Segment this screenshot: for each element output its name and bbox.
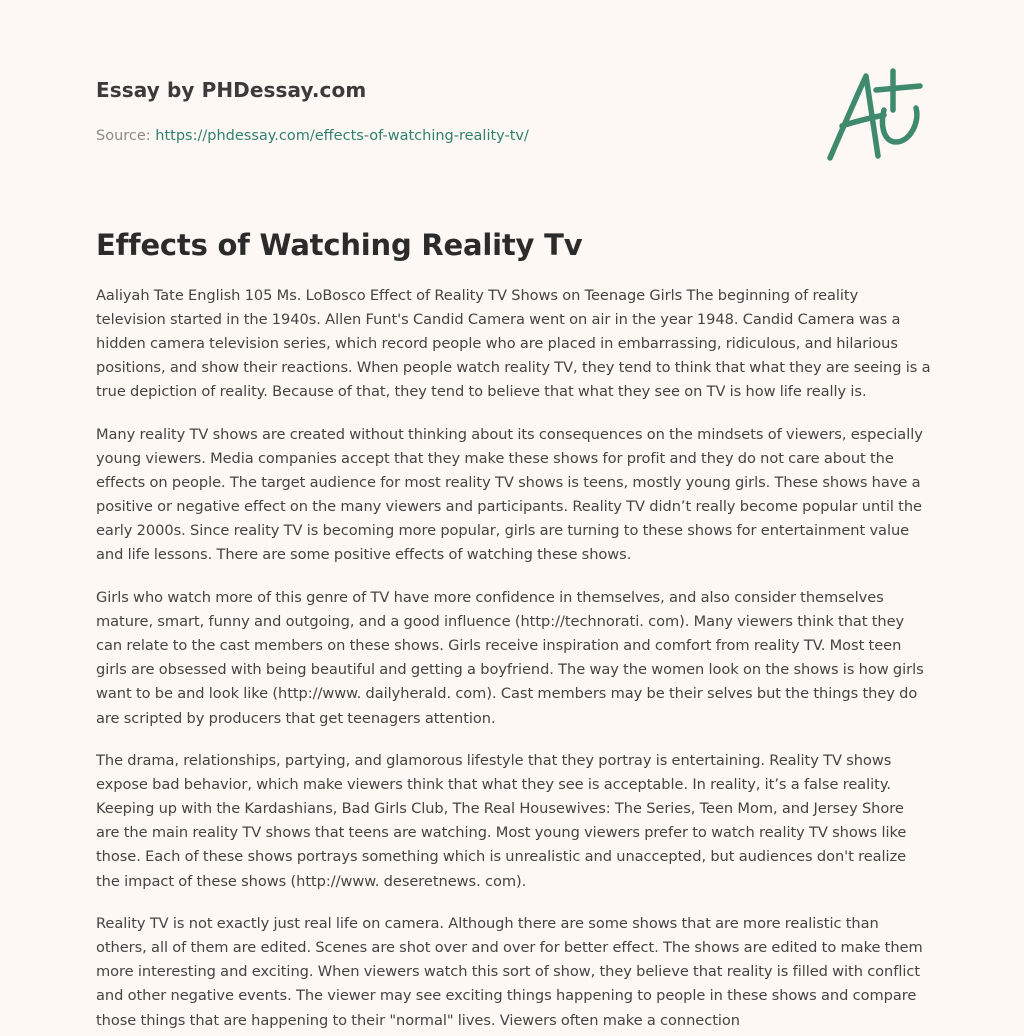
essay-paragraph: Girls who watch more of this genre of TV have more confidence in themselves, and also consider themselves mature, smart, funny and outgoing, and a good influence (http://technorati. com). Many viewers think that they can relate to the cast members on these shows. Girls receive inspiration and comfort from reality TV. Most teen girls are obsessed with being beautiful and getting a boyfriend. The way the women look on the shows is how girls want to be and look like (http://www. dailyherald. com). Cast members may be their selves but the things they do are scripted by producers that get teenagers attention. [96, 589, 924, 727]
site-brand: Essay by PHDessay.com [96, 78, 367, 102]
essay-paragraph: Many reality TV shows are created without thinking about its consequences on the mindsets of viewers, especially young viewers. Media companies accept that they make these shows for profit and they do not care about the effects on people. The target audience for most reality TV shows is teens, mostly young girls. These shows have a positive or negative effect on the many viewers and participants. Reality TV didn’t really become popular until the early 2000s. Since reality TV is becoming more popular, girls are turning to these shows for entertainment value and life lessons. There are some positive effects of watching these shows. [96, 425, 923, 564]
essay-title: Effects of Watching Reality Tv [96, 228, 583, 262]
essay-body [96, 284, 931, 1036]
essay-paragraph: Aaliyah Tate English 105 Ms. LoBosco Effect of Reality TV Shows on Teenage Girls The beginning of reality television started in the 1940s. Allen Funt's Candid Camera went on air in the year 1948. Candid Camera was a hidden camera television series, which record people who are placed in embarrassing, ridiculous, and hilarious positions, and show their reactions. When people watch reality TV, they tend to think that what they are seeing is a true depiction of reality. Because of that, they tend to believe that what they see on TV is how life really is. [96, 287, 931, 401]
a-plus-logo-icon [820, 68, 930, 168]
source-line [96, 126, 796, 146]
page-header [96, 72, 796, 146]
source-label: Source: [96, 128, 151, 144]
essay-paragraph: Reality TV is not exactly just real life on camera. Although there are some shows that are more realistic than others, all of them are edited. Scenes are shot over and over for better effect. The shows are edited to make them more interesting and exciting. When viewers watch this sort of show, they believe that reality is filled with conflict and other negative events. The viewer may see exciting things happening to people in these shows and compare those things that are happening to their "normal" lives. Viewers often make a connection [96, 915, 923, 1029]
source-link[interactable]: https://phdessay.com/effects-of-watching-reality-tv/ [155, 128, 529, 144]
essay-paragraph: The drama, relationships, partying, and glamorous lifestyle that they portray is entertaining. Reality TV shows expose bad behavior, which make viewers think that what they see is acceptable. In reality, it’s a false reality. Keeping up with the Kardashians, Bad Girls Club, The Real Housewives: The Series, Teen Mom, and Jersey Shore are the main reality TV shows that teens are watching. Most young viewers prefer to watch reality TV shows like those. Each of these shows portrays something which is unrealistic and unaccepted, but audiences don't realize the impact of these shows (http://www. deseretnews. com). [96, 752, 907, 890]
